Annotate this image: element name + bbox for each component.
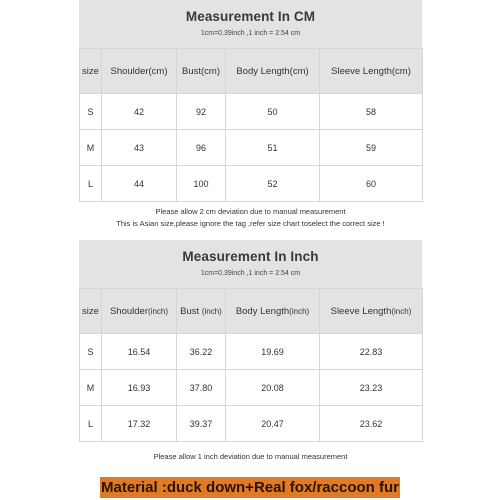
table-cell: 58 [320,94,423,130]
table-cell: 92 [177,94,226,130]
inch-header [79,240,422,288]
table-cell: 20.08 [226,370,320,406]
table-cell: 44 [102,166,177,202]
header-label: size [82,305,99,317]
column-header: Bust(cm) [177,49,226,94]
table-row [80,406,423,442]
table-cell: 96 [177,130,226,166]
table-cell: L [80,166,102,202]
header-label: Sleeve Length [330,305,392,317]
header-label: Bust [180,305,202,317]
header-unit: (inch) [148,306,169,316]
table-cell: 16.93 [102,370,177,406]
header-label: Body Length [235,305,290,317]
cm-header-row [80,49,423,94]
inch-header-row [80,289,423,334]
table-cell: 39.37 [177,406,226,442]
table-cell: M [80,130,102,166]
table-cell: 17.32 [102,406,177,442]
header-unit: (inch) [201,306,222,316]
table-row [80,94,423,130]
table-cell: 42 [102,94,177,130]
table-cell: 43 [102,130,177,166]
table-cell: 37.80 [177,370,226,406]
column-header [177,289,226,334]
size-chart-inch [79,240,422,470]
table-cell: 23.62 [320,406,423,442]
table-cell: 22.83 [320,334,423,370]
table-row [80,334,423,370]
table-row [80,370,423,406]
header-unit: (inch) [289,306,310,316]
table-cell: 16.54 [102,334,177,370]
inch-conversion: 1cm=0.39inch ,1 inch = 2.54 cm [200,270,301,277]
column-header: Shoulder(cm) [102,49,177,94]
cm-table [79,48,423,202]
column-header: Sleeve Length(cm) [320,49,423,94]
cm-conversion: 1cm=0.39inch ,1 inch = 2.54 cm [200,30,301,37]
cm-header [79,0,422,48]
cm-deviation-note: Please allow 2 cm deviation due to manual measurement [155,207,346,216]
column-header: size [80,49,102,94]
column-header [226,289,320,334]
column-header [102,289,177,334]
header-label: Shoulder [109,305,148,317]
cm-notes [79,202,422,230]
header-unit: (inch) [391,306,412,316]
size-chart-cm [79,0,422,238]
table-cell: 51 [226,130,320,166]
table-cell: 20.47 [226,406,320,442]
column-header: Body Length(cm) [226,49,320,94]
table-cell: 59 [320,130,423,166]
table-cell: 60 [320,166,423,202]
inch-deviation-note: Please allow 1 inch deviation due to manual measurement [153,452,348,461]
column-header [320,289,423,334]
table-row [80,130,423,166]
table-cell: 23.23 [320,370,423,406]
table-cell: L [80,406,102,442]
table-cell: 36.22 [177,334,226,370]
table-cell: 19.69 [226,334,320,370]
asian-size-note: This is Asian size,please ignore the tag ,refer size chart toselect the correct size ! [116,219,385,228]
table-cell: S [80,334,102,370]
inch-title: Measurement In Inch [182,249,319,264]
table-row [80,166,423,202]
table-cell: 50 [226,94,320,130]
table-cell: M [80,370,102,406]
column-header [80,289,102,334]
material-banner: Material :duck down+Real fox/raccoon fur [101,479,399,496]
table-cell: 52 [226,166,320,202]
table-cell: 100 [177,166,226,202]
inch-notes [79,442,422,463]
inch-table [79,288,423,442]
table-cell: S [80,94,102,130]
cm-title: Measurement In CM [185,9,316,24]
